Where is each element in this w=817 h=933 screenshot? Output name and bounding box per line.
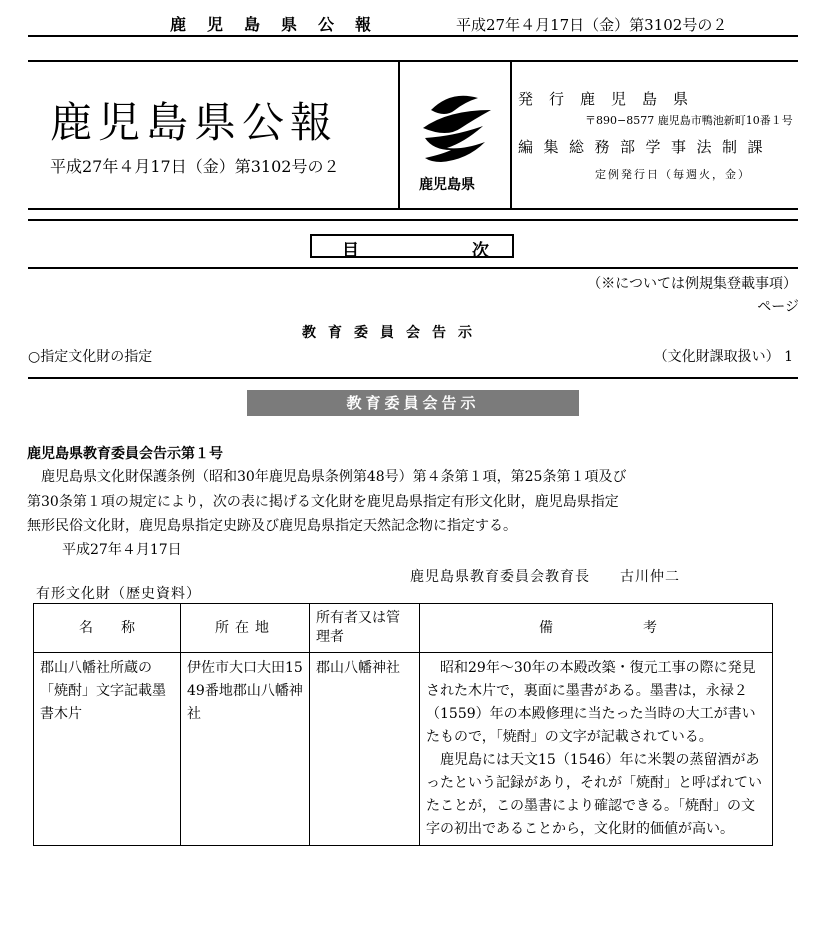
remarks-paragraph-1: 昭和29年〜30年の本殿改築・復元工事の際に発見された木片で，裏面に墨書がある。墨書は，永禄２（1559）年の本殿修理に当たった当時の大工が書いたもので，「焼酎」の文字が記載されている。 <box>426 660 756 745</box>
toc-page-label: ページ <box>757 299 799 315</box>
header-rule <box>28 35 798 37</box>
toc-end-rule <box>28 377 798 379</box>
toc-entry-title[interactable]: ○指定文化財の指定 <box>28 349 153 365</box>
publisher-address: 〒890−8577 鹿児島市鴨池新町10番１号 <box>585 114 793 127</box>
masthead-issue: 平成27年４月17日（金）第3102号の２ <box>50 157 340 176</box>
cell-location: 伊佐市大口大田1549番地郡山八幡神社 <box>181 653 310 846</box>
toc-top-rule <box>28 219 798 221</box>
header-owner: 所有者又は管理者 <box>310 604 420 653</box>
header-name: 名称 <box>34 604 181 653</box>
emblem-label: 鹿児島県 <box>419 177 475 193</box>
toc-heading-left: 目 <box>342 241 359 261</box>
masthead-divider-left <box>398 62 400 208</box>
cell-remarks <box>420 653 773 846</box>
editor-row: 編集総務部学事法制課 <box>518 138 774 156</box>
notice-signer: 鹿児島県教育委員会教育長 古川仲二 <box>410 569 680 585</box>
toc-note: （※については例規集登載事項） <box>587 276 797 292</box>
masthead <box>28 62 798 208</box>
header-remarks: 備考 <box>420 604 773 653</box>
table-header-row <box>34 604 773 653</box>
heritage-table <box>33 603 773 846</box>
running-header-date: 平成27年４月17日（金）第3102号の２ <box>456 16 728 34</box>
cell-name: 郡山八幡社所蔵の「焼酎」文字記載墨書木片 <box>34 653 181 846</box>
remarks-paragraph-2: 鹿児島には天文15（1546）年に米製の蒸留酒があったという記録があり，それが「焼酎」と呼ばれていたことが，この墨書により確認できる。「焼酎」の文字の初出であることから，文化財的価値が高い。 <box>426 752 762 837</box>
table-row <box>34 653 773 846</box>
running-header-title: 鹿児島県公報 <box>170 15 393 34</box>
toc-heading-right: 次 <box>472 241 489 261</box>
publisher-row: 発行鹿児島県 <box>518 90 705 108</box>
toc-heading <box>310 234 514 261</box>
notice-date: 平成27年４月17日 <box>62 542 182 558</box>
notice-body-line: 無形民俗文化財，鹿児島県指定史跡及び鹿児島県指定天然記念物に指定する。 <box>27 518 517 534</box>
toc-entry-ref: （文化財課取扱い） 1 <box>653 349 793 365</box>
toc-bottom-rule <box>28 267 798 269</box>
toc-section-label: 教育委員会告示 <box>302 325 484 341</box>
notice-number: 鹿児島県教育委員会告示第１号 <box>27 446 223 462</box>
masthead-bottom-rule <box>28 208 798 210</box>
notice-body-line: 第30条第１項の規定により，次の表に掲げる文化財を鹿児島県指定有形文化財，鹿児島県指定 <box>27 494 619 510</box>
publication-schedule: 定例発行日（毎週火，金） <box>595 168 751 181</box>
cell-owner: 郡山八幡神社 <box>310 653 420 846</box>
header-location: 所在地 <box>181 604 310 653</box>
masthead-title: 鹿児島県公報 <box>50 98 339 147</box>
notice-body-line: 鹿児島県文化財保護条例（昭和30年鹿児島県条例第48号）第４条第１項，第25条第１項及び <box>27 469 627 485</box>
table-caption: 有形文化財（歴史資料） <box>36 586 201 602</box>
section-banner: 教育委員会告示 <box>247 390 579 416</box>
masthead-divider-right <box>510 62 512 208</box>
kagoshima-prefecture-emblem-icon <box>403 80 503 180</box>
